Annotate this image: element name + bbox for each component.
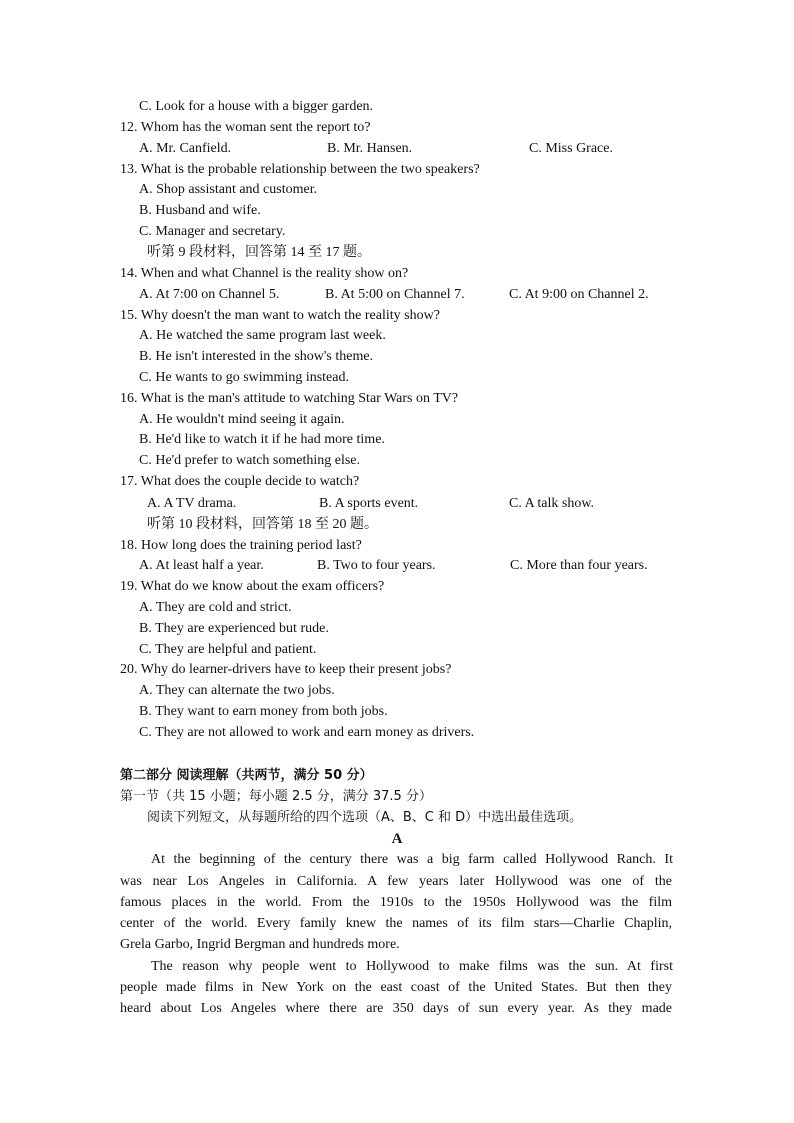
q19-option-c: C. They are helpful and patient. xyxy=(139,642,317,657)
passage-label: A xyxy=(391,831,403,847)
q14-option-a: A. At 7:00 on Channel 5. xyxy=(139,287,280,302)
q17-option-c: C. A talk show. xyxy=(509,496,595,511)
q14-question: 14. When and what Channel is the reality show on? xyxy=(120,266,409,281)
q19-option-b: B. They are experienced but rude. xyxy=(139,621,329,636)
paragraph-1-line-5: Grela Garbo, Ingrid Bergman and hundreds more. xyxy=(120,937,400,952)
q14-option-b: B. At 5:00 on Channel 7. xyxy=(325,287,465,302)
q13-option-b: B. Husband and wife. xyxy=(139,203,261,218)
q20-question: 20. Why do learner-drivers have to keep their present jobs? xyxy=(120,662,452,677)
section-one-title: 第一节（共 15 小题；每小题 2.5 分，满分 37.5 分） xyxy=(120,789,432,804)
q18-option-c: C. More than four years. xyxy=(510,558,648,573)
q19-option-a: A. They are cold and strict. xyxy=(139,600,292,615)
q13-option-a: A. Shop assistant and customer. xyxy=(139,182,318,197)
q15-question: 15. Why doesn't the man want to watch the reality show? xyxy=(120,308,440,323)
q20-option-b: B. They want to earn money from both jobs. xyxy=(139,704,388,719)
q13-question: 13. What is the probable relationship between the two speakers? xyxy=(120,162,480,177)
q15-option-c: C. He wants to go swimming instead. xyxy=(139,370,349,385)
paragraph-2-line-3: heard about Los Angeles where there are 350 days of sun every year. As they made xyxy=(120,1001,672,1016)
part-two-title: 第二部分 阅读理解（共两节，满分 50 分） xyxy=(120,768,373,783)
q14-option-c: C. At 9:00 on Channel 2. xyxy=(509,287,649,302)
q17-option-b: B. A sports event. xyxy=(319,496,419,511)
paragraph-2-line-2: people made films in New York on the east coast of the United States. But then they xyxy=(120,980,672,995)
paragraph-2-line-1: The reason why people went to Hollywood to make films was the sun. At first xyxy=(151,959,673,974)
q12-option-a: A. Mr. Canfield. xyxy=(139,141,232,156)
q16-question: 16. What is the man's attitude to watching Star Wars on TV? xyxy=(120,391,459,406)
q12-option-b: B. Mr. Hansen. xyxy=(327,141,413,156)
reading-instruction: 阅读下列短文，从每题所给的四个选项（A、B、C 和 D）中选出最佳选项。 xyxy=(147,810,583,825)
q17-question: 17. What does the couple decide to watch? xyxy=(120,474,360,489)
q18-question: 18. How long does the training period last? xyxy=(120,538,362,553)
paragraph-1-line-2: was near Los Angeles in California. A few years later Hollywood was one of the xyxy=(120,874,672,889)
material-9-instruction: 听第 9 段材料，回答第 14 至 17 题。 xyxy=(147,245,371,260)
material-10-instruction: 听第 10 段材料，回答第 18 至 20 题。 xyxy=(147,517,378,532)
q20-option-c: C. They are not allowed to work and earn money as drivers. xyxy=(139,725,475,740)
paragraph-1-line-3: famous places in the world. From the 1910s to the 1950s Hollywood was the film xyxy=(120,895,672,910)
q12-question: 12. Whom has the woman sent the report to? xyxy=(120,120,371,135)
paragraph-1-line-1: At the beginning of the century there was a big farm called Hollywood Ranch. It xyxy=(151,852,673,867)
q16-option-b: B. He'd like to watch it if he had more time. xyxy=(139,432,385,447)
q17-option-a: A. A TV drama. xyxy=(147,496,237,511)
paragraph-1-line-4: center of the world. Every family knew the names of its film stars—Charlie Chaplin, xyxy=(120,916,672,931)
q11-option-c: C. Look for a house with a bigger garden. xyxy=(139,99,374,114)
q15-option-b: B. He isn't interested in the show's theme. xyxy=(139,349,374,364)
q20-option-a: A. They can alternate the two jobs. xyxy=(139,683,335,698)
q18-option-b: B. Two to four years. xyxy=(317,558,436,573)
q12-option-c: C. Miss Grace. xyxy=(529,141,613,156)
q13-option-c: C. Manager and secretary. xyxy=(139,224,286,239)
q16-option-c: C. He'd prefer to watch something else. xyxy=(139,453,361,468)
q19-question: 19. What do we know about the exam officers? xyxy=(120,579,385,594)
q16-option-a: A. He wouldn't mind seeing it again. xyxy=(139,412,345,427)
q15-option-a: A. He watched the same program last week. xyxy=(139,328,386,343)
q18-option-a: A. At least half a year. xyxy=(139,558,264,573)
